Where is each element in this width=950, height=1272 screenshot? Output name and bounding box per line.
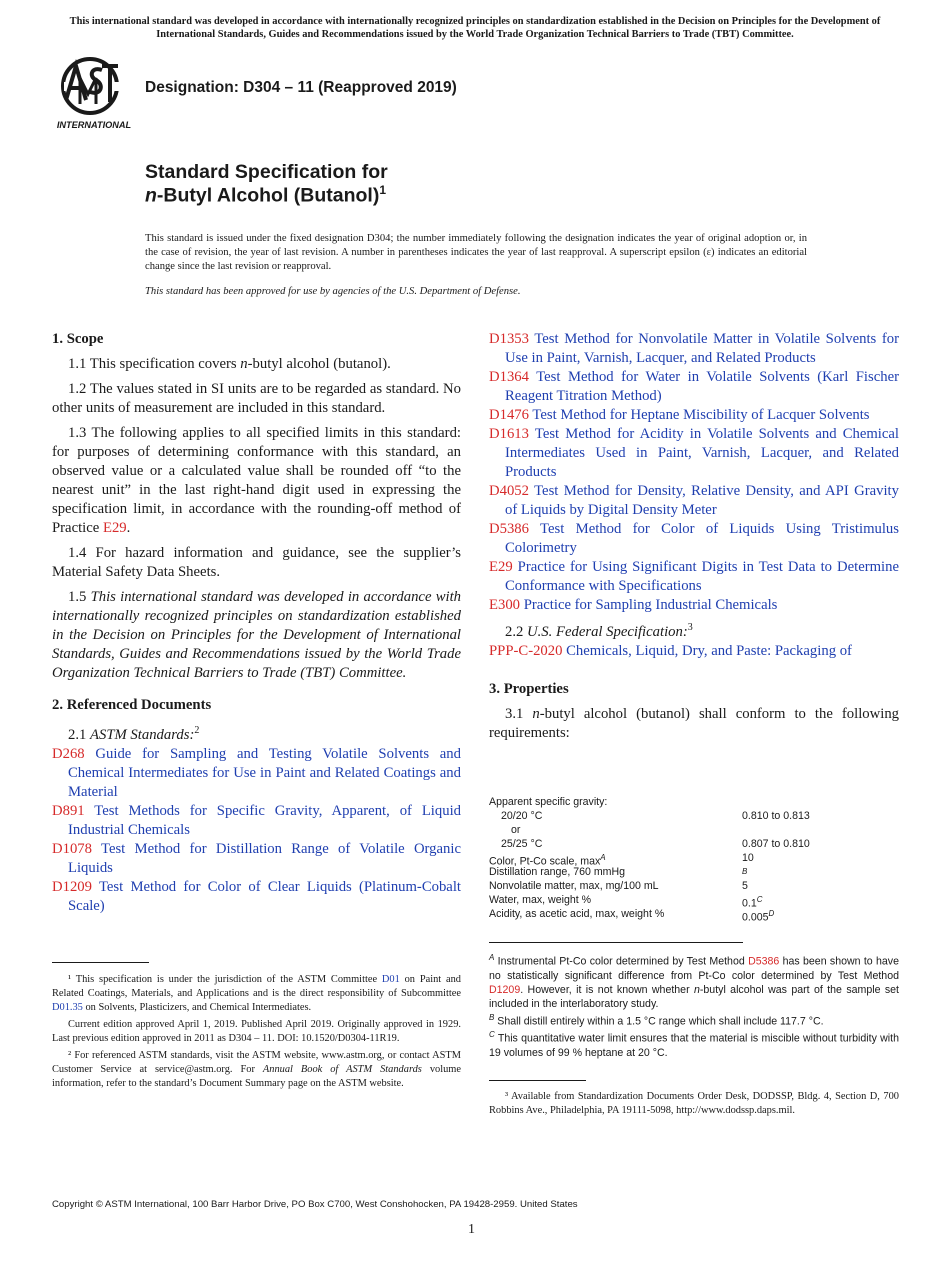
fn1-pre: ¹ This specification is under the jurisdiction of the ASTM Committee bbox=[68, 974, 382, 985]
fn1-mid: on Paint and Related Coatings, Materials, and Applications and is the direct responsibility of Subcommittee bbox=[52, 974, 461, 999]
designation: Designation: D304 – 11 (Reapproved 2019) bbox=[145, 79, 457, 96]
ref-item-d1476 bbox=[489, 406, 899, 425]
property-label-text: Color, Pt-Co scale, max bbox=[489, 855, 601, 868]
table-footnotes bbox=[489, 951, 899, 1060]
ref-item-e29 bbox=[489, 558, 899, 596]
property-label bbox=[489, 879, 659, 893]
tfn-a-3: . However, it is not known whether bbox=[520, 983, 694, 996]
property-row bbox=[489, 809, 899, 823]
property-value-sup: C bbox=[756, 895, 763, 904]
ref-item-ppp-c-2020 bbox=[489, 642, 899, 661]
properties-table bbox=[489, 795, 899, 924]
title-line-2 bbox=[145, 183, 386, 208]
ref-code-d891[interactable]: D891 bbox=[52, 802, 85, 819]
property-value-text: 0.807 to 0.810 bbox=[742, 838, 810, 850]
ref-title-d891[interactable]: Test Methods for Specific Gravity, Apparent, of Liquid Industrial Chemicals bbox=[68, 802, 461, 838]
federal-sup: 3 bbox=[687, 622, 693, 633]
footnote-rule-left bbox=[52, 962, 149, 963]
scope-1-1-pre: 1.1 This specification covers bbox=[68, 356, 241, 372]
scope-1-3-post: . bbox=[126, 520, 131, 536]
ref-code-e29[interactable]: E29 bbox=[489, 559, 513, 575]
property-row bbox=[489, 893, 899, 910]
property-label-text: Water, max, weight % bbox=[489, 894, 592, 906]
ref-code-e300[interactable]: E300 bbox=[489, 597, 521, 613]
federal-label: U.S. Federal Specification: bbox=[527, 623, 688, 640]
ref-code-d268[interactable]: D268 bbox=[52, 745, 85, 762]
property-row bbox=[489, 851, 899, 868]
property-value-text: 10 bbox=[742, 852, 754, 864]
property-label-text: Nonvolatile matter, max, mg/100 mL bbox=[489, 880, 659, 892]
right-reference-list bbox=[489, 330, 899, 615]
ref-title-ppp-c-2020[interactable]: Chemicals, Liquid, Dry, and Paste: Packaging of bbox=[566, 642, 852, 659]
ref-code-d1476[interactable]: D1476 bbox=[489, 407, 529, 423]
footnote-1-edition: Current edition approved April 1, 2019. Published April 2019. Originally approved in 1929. Last previous edition approved in 2011 as D304 – 11. DOI: 10.1520/D0304-11R19. bbox=[52, 1019, 461, 1044]
property-value bbox=[742, 837, 810, 851]
property-label-text: Distillation range, 760 mmHg bbox=[489, 866, 626, 878]
property-value-text: 0.1 bbox=[742, 897, 757, 910]
property-row bbox=[489, 907, 899, 924]
property-value-sup: B bbox=[742, 867, 748, 876]
scope-1-5 bbox=[52, 588, 461, 683]
link-e29[interactable]: E29 bbox=[102, 520, 127, 536]
scope-1-3-pre: 1.3 The following applies to all specified limits in this standard: for purposes of determining conformance with this standard, an observed value or a calculated value shall be rounded off “to the nearest unit” in the last right-hand digit used in expressing the specification limit, in accordance with the rounding-off method of Practice bbox=[52, 425, 461, 536]
ref-code-d1353[interactable]: D1353 bbox=[489, 331, 529, 347]
ref-item-d5386 bbox=[489, 520, 899, 558]
ref-title-d1476[interactable]: Test Method for Heptane Miscibility of Lacquer Solvents bbox=[532, 407, 870, 423]
property-value-sup: D bbox=[768, 909, 775, 918]
title-italic-n: n bbox=[145, 184, 157, 207]
prop-3-1-pre: 3.1 bbox=[505, 705, 533, 722]
ref-code-d1613[interactable]: D1613 bbox=[489, 426, 529, 442]
tfn-a-2: has been shown to have no statistically significant difference from Pt-Co color determined by Test Method bbox=[489, 955, 899, 982]
federal-num: 2.2 bbox=[505, 623, 528, 640]
scope-1-4: 1.4 For hazard information and guidance, see the supplier’s Material Safety Data Sheets. bbox=[52, 545, 461, 580]
footnote-1 bbox=[52, 973, 461, 1015]
scope-1-3 bbox=[52, 424, 461, 538]
logo-wordmark: INTERNATIONAL bbox=[56, 120, 132, 130]
property-label bbox=[489, 865, 625, 879]
tfn-a-mark: A bbox=[489, 953, 495, 962]
property-label-text: Apparent specific gravity: bbox=[489, 796, 608, 808]
footnote-2 bbox=[52, 1049, 461, 1091]
ref-title-d268[interactable]: Guide for Sampling and Testing Volatile Solvents and Chemical Intermediates for Use in Paint and Related Coatings and Material bbox=[68, 745, 461, 800]
title-line-1: Standard Specification for bbox=[145, 161, 388, 183]
ref-title-d1364[interactable]: Test Method for Water in Volatile Solvents (Karl Fischer Reagent Titration Method) bbox=[505, 369, 899, 404]
page-number: 1 bbox=[468, 1222, 475, 1237]
property-label-text: or bbox=[511, 824, 521, 836]
ref-title-d4052[interactable]: Test Method for Density, Relative Density, and API Gravity of Liquids by Digital Density Meter bbox=[505, 483, 899, 518]
top-note: This international standard was developed in accordance with internationally recognized principles on standardization established in the Decision on Principles for the Development of International Standards, Guides and Recommendations issued by the World Trade Organization Technical Barriers to Trade (TBT) Committee. bbox=[69, 16, 881, 40]
fn2-it: Annual Book of ASTM Standards bbox=[262, 1064, 422, 1075]
ref-code-ppp-c-2020[interactable]: PPP-C-2020 bbox=[489, 642, 563, 659]
scope-heading: 1. Scope bbox=[52, 331, 104, 347]
property-label bbox=[489, 893, 591, 907]
ref-code-d5386[interactable]: D5386 bbox=[489, 521, 529, 537]
footnote-rule-right bbox=[489, 1080, 586, 1081]
ref-title-d1078[interactable]: Test Method for Distillation Range of Volatile Organic Liquids bbox=[68, 840, 461, 876]
ref-code-d1209[interactable]: D1209 bbox=[52, 878, 92, 895]
fn1-post: on Solvents, Plasticizers, and Chemical Intermediates. bbox=[82, 1002, 312, 1013]
property-label bbox=[489, 795, 607, 809]
federal-spec-label bbox=[489, 618, 899, 642]
property-label-sup: A bbox=[600, 853, 606, 862]
fn2-post: volume information, refer to the standard’s Document Summary page on the ASTM website. bbox=[52, 1064, 461, 1089]
table-rule bbox=[489, 942, 743, 943]
ref-item-d1613 bbox=[489, 425, 899, 482]
tfn-b-mark: B bbox=[489, 1012, 495, 1022]
left-footnotes bbox=[52, 973, 461, 1091]
property-value-text: 5 bbox=[742, 880, 748, 892]
properties-3-1 bbox=[489, 705, 899, 743]
ref-item-d1353 bbox=[489, 330, 899, 368]
ref-title-d1613[interactable]: Test Method for Acidity in Volatile Solvents and Chemical Intermediates Used in Paint, Varnish, Lacquer, and Related Products bbox=[505, 426, 899, 480]
property-value bbox=[742, 809, 810, 823]
ref-item-e300 bbox=[489, 596, 899, 615]
table-footnote-c bbox=[489, 1028, 899, 1060]
left-column bbox=[52, 330, 461, 916]
property-label-text: 25/25 °C bbox=[501, 838, 543, 850]
ref-item-d4052 bbox=[489, 482, 899, 520]
ref-item-d891 bbox=[52, 802, 461, 840]
property-row bbox=[489, 837, 899, 851]
footnote-3: ³ Available from Standardization Documents Order Desk, DODSSP, Bldg. 4, Section D, 700 Robbins Ave., Philadelphia, PA 19111-5098, http://www.dodssp.daps.mil. bbox=[489, 1091, 899, 1116]
property-value-text: 0.810 to 0.813 bbox=[742, 810, 810, 822]
fn2-pre: ² For referenced ASTM standards, visit the ASTM website, www.astm.org, or contact ASTM Customer Service at service@astm.org. For bbox=[52, 1050, 461, 1075]
link-d1209[interactable]: D1209 bbox=[489, 983, 521, 996]
link-d01-35[interactable]: D01.35 bbox=[52, 1002, 83, 1013]
astm-logo-icon bbox=[52, 56, 136, 134]
title-rest: -Butyl Alcohol (Butanol) bbox=[156, 184, 380, 207]
property-value bbox=[742, 851, 754, 865]
ref-item-d268 bbox=[52, 745, 461, 802]
ref-code-d1078[interactable]: D1078 bbox=[52, 840, 92, 857]
copyright: Copyright © ASTM International, 100 Barr Harbor Drive, PO Box C700, West Conshohocken, PA 19428-2959. United States bbox=[52, 1199, 578, 1210]
tfn-c-mark: C bbox=[489, 1030, 495, 1040]
ref-code-d1364[interactable]: D1364 bbox=[489, 369, 529, 385]
property-label-text: Acidity, as acetic acid, max, weight % bbox=[489, 908, 665, 920]
right-column bbox=[489, 330, 899, 743]
ref-item-d1209 bbox=[52, 878, 461, 916]
link-d5386[interactable]: D5386 bbox=[748, 955, 780, 968]
property-row bbox=[489, 879, 899, 893]
tfn-b-text: Shall distill entirely within a 1.5 °C range which shall include 117.7 °C. bbox=[494, 1015, 824, 1028]
refs-heading: 2. Referenced Documents bbox=[52, 697, 212, 713]
astm-label-sup: 2 bbox=[194, 725, 200, 736]
issue-note: This standard is issued under the fixed designation D304; the number immediately following the designation indicates the year of original adoption or, in the case of revision, the year of last revision. A number in parentheses indicates the year of last reapproval. A superscript epsilon (ε) indicates an editorial change since the last revision or reapproval. bbox=[145, 233, 807, 272]
astm-label-num: 2.1 bbox=[68, 726, 91, 743]
property-value-text: 0.005 bbox=[742, 911, 769, 924]
scope-1-1-post: -butyl alcohol (butanol). bbox=[247, 356, 391, 372]
property-label bbox=[501, 837, 542, 851]
property-label bbox=[489, 907, 664, 921]
tfn-c-text: This quantitative water limit ensures that the material is miscible without turbidity with 19 volumes of 99 % heptane at 20 °C. bbox=[489, 1032, 899, 1059]
property-row bbox=[489, 865, 899, 879]
tfn-a-it: n bbox=[693, 983, 700, 996]
astm-standards-label bbox=[52, 721, 461, 745]
property-label-text: 20/20 °C bbox=[501, 810, 543, 822]
scope-1-5-text: This international standard was developed in accordance with internationally recognized principles on standardization established in the Decision on Principles for the Development of International Standards, Guides and Recommendations issued by the World Trade Organization Technical Barriers to Trade (TBT) Committee. bbox=[52, 589, 461, 681]
table-footnote-b bbox=[489, 1011, 899, 1029]
tfn-a-4: -butyl alcohol was part of the sample set included in the interlaboratory study. bbox=[489, 983, 899, 1010]
property-value bbox=[742, 907, 774, 925]
left-reference-list bbox=[52, 745, 461, 916]
prop-3-1-post: -butyl alcohol (butanol) shall conform to the following requirements: bbox=[489, 705, 900, 741]
property-label bbox=[501, 809, 542, 823]
ref-title-e300[interactable]: Practice for Sampling Industrial Chemicals bbox=[523, 597, 778, 613]
ref-code-d4052[interactable]: D4052 bbox=[489, 483, 529, 499]
astm-logo bbox=[52, 56, 136, 134]
scope-1-1-it: n bbox=[240, 356, 248, 372]
table-footnote-a bbox=[489, 951, 899, 1011]
ref-title-e29[interactable]: Practice for Using Significant Digits in Test Data to Determine Conformance with Specifications bbox=[505, 559, 900, 594]
ref-item-d1078 bbox=[52, 840, 461, 878]
prop-3-1-it: n bbox=[532, 705, 540, 722]
scope-1-5-num: 1.5 bbox=[68, 589, 91, 605]
title-footnote-mark: 1 bbox=[379, 183, 387, 197]
dod-note: This standard has been approved for use by agencies of the U.S. Department of Defense. bbox=[145, 286, 521, 297]
link-d01[interactable]: D01 bbox=[381, 974, 400, 985]
tfn-a-1: Instrumental Pt-Co color determined by Test Method bbox=[494, 955, 749, 968]
property-value bbox=[742, 879, 748, 893]
ref-item-d1364 bbox=[489, 368, 899, 406]
property-row bbox=[489, 795, 899, 809]
ref-title-d1209[interactable]: Test Method for Color of Clear Liquids (Platinum-Cobalt Scale) bbox=[68, 878, 461, 914]
ref-title-d1353[interactable]: Test Method for Nonvolatile Matter in Volatile Solvents for Use in Paint, Varnish, Lacquer, and Related Products bbox=[505, 331, 899, 366]
properties-heading: 3. Properties bbox=[489, 680, 569, 697]
scope-1-2: 1.2 The values stated in SI units are to be regarded as standard. No other units of measurement are included in this standard. bbox=[52, 381, 461, 416]
scope-1-1 bbox=[52, 355, 461, 374]
property-row bbox=[489, 823, 899, 837]
ref-title-d5386[interactable]: Test Method for Color of Liquids Using Tristimulus Colorimetry bbox=[505, 521, 899, 556]
astm-label: ASTM Standards: bbox=[90, 726, 195, 743]
property-label bbox=[511, 823, 520, 837]
